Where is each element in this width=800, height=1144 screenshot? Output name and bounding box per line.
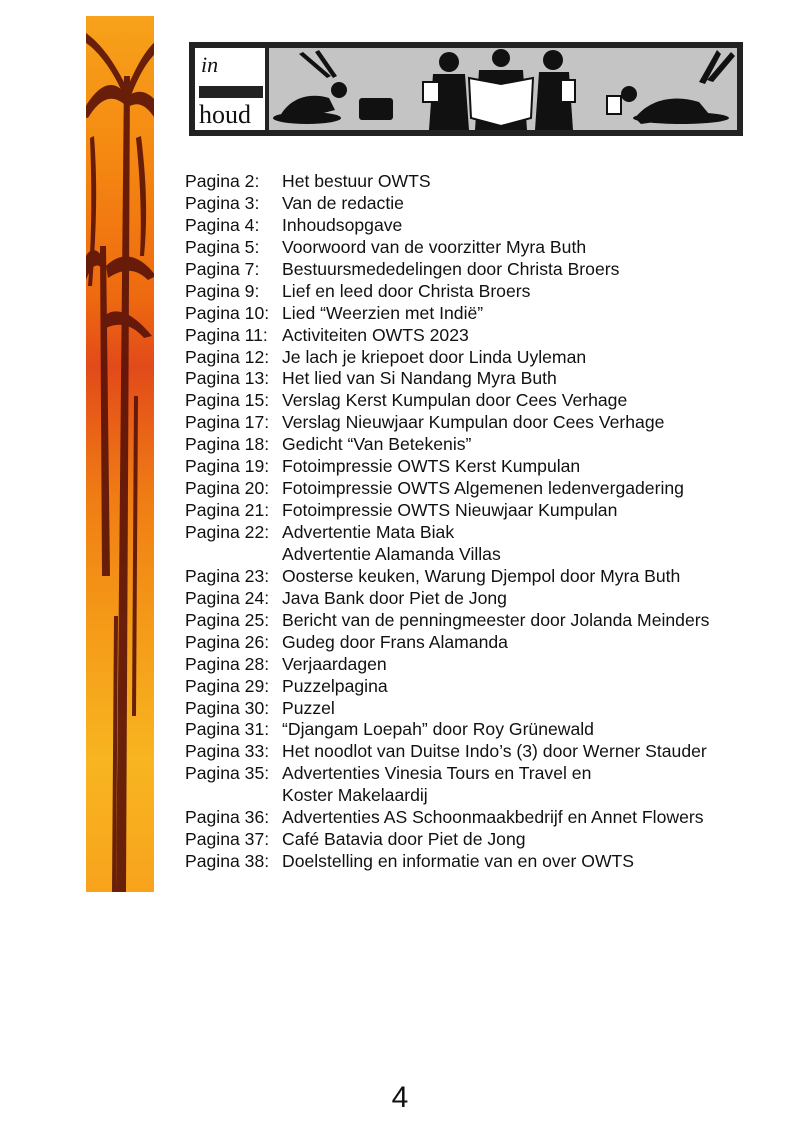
toc-entry [185,412,785,434]
toc-page-number: Pagina 36: [185,807,270,828]
toc-title: Oosterse keuken, Warung Djempol door Myra Buth [282,565,681,586]
toc-page-number: Pagina 3: [185,192,260,213]
toc-page-number: Pagina 31: [185,719,270,740]
toc-page-number: Pagina 9: [185,280,260,301]
toc-entry [185,829,785,851]
palm-silhouette-icon [86,16,154,892]
toc-title: Java Bank door Piet de Jong [282,587,507,608]
toc-page-number: Pagina 4: [185,214,260,235]
toc-entry [185,215,785,237]
toc-entry [185,347,785,369]
toc-entry [185,434,785,456]
toc-page-number: Pagina 5: [185,236,260,257]
banner-divider [199,86,263,98]
toc-page-number: Pagina 7: [185,258,260,279]
toc-page-number: Pagina 17: [185,412,270,433]
toc-page-number: Pagina 22: [185,522,270,542]
toc-page-number: Pagina 2: [185,171,260,191]
toc-page-number: Pagina 33: [185,741,270,762]
toc-title: Gudeg door Frans Alamanda [282,631,508,652]
toc-entry [185,632,785,654]
toc-page-number: Pagina 28: [185,653,270,674]
toc-entry [185,259,785,281]
toc-title: Verslag Kerst Kumpulan door Cees Verhage [282,390,628,411]
toc-title: Je lach je kriepoet door Linda Uyleman [282,346,587,367]
toc-title: Inhoudsopgave [282,214,403,235]
toc-entry [185,654,785,676]
readers-silhouette-icon [269,48,737,130]
toc-entry [185,741,785,763]
toc-entry [185,368,785,390]
toc-title: Puzzelpagina [282,675,388,696]
palm-tree-decoration [86,16,154,892]
toc-entry [185,500,785,522]
toc-title: Fotoimpressie OWTS Kerst Kumpulan [282,456,581,477]
toc-page-number: Pagina 12: [185,346,270,367]
toc-title: Advertentie Alamanda Villas [282,543,501,564]
toc-page-number: Pagina 26: [185,631,270,652]
toc-title: Het lied van Si Nandang Myra Buth [282,368,557,389]
toc-title: Lied “Weerzien met Indië” [282,302,484,323]
toc-entry [185,544,785,566]
toc-entry [185,281,785,303]
toc-page-number: Pagina 25: [185,609,270,630]
toc-entry [185,171,785,193]
toc-title: Van de redactie [282,192,404,213]
toc-entry [185,719,785,741]
table-of-contents [185,171,785,873]
page-number: 4 [391,1081,409,1114]
toc-title: Het bestuur OWTS [282,171,431,191]
toc-entry [185,522,785,544]
toc-title: Lief en leed door Christa Broers [282,280,531,301]
header-banner [189,42,743,136]
toc-title: Café Batavia door Piet de Jong [282,829,526,850]
toc-page-number: Pagina 23: [185,565,270,586]
toc-page-number: Pagina 30: [185,697,270,718]
toc-page-number: Pagina 35: [185,763,270,784]
toc-entry [185,325,785,347]
toc-title: Bestuursmededelingen door Christa Broers [282,258,620,279]
toc-page-number: Pagina 11: [185,324,268,345]
toc-title: Advertenties AS Schoonmaakbedrijf en Annet Flowers [282,807,704,828]
toc-entry [185,566,785,588]
toc-entry [185,303,785,325]
toc-page-number: Pagina 15: [185,390,270,411]
toc-entry [185,237,785,259]
toc-title: Verslag Nieuwjaar Kumpulan door Cees Verhage [282,412,665,433]
toc-page-number: Pagina 24: [185,587,270,608]
readers-illustration [269,48,737,130]
toc-entry [185,763,785,785]
toc-entry [185,390,785,412]
toc-title: Gedicht “Van Betekenis” [282,434,472,455]
toc-entry [185,698,785,720]
toc-title: Koster Makelaardij [282,785,428,806]
toc-page-number: Pagina 13: [185,368,270,389]
toc-page-number: Pagina 37: [185,829,270,850]
toc-title: Advertenties Vinesia Tours en Travel en [282,763,592,784]
toc-title: Advertentie Mata Biak [282,522,455,542]
banner-title-top: in [201,52,219,77]
toc-title: Fotoimpressie OWTS Algemenen ledenvergadering [282,478,684,499]
toc-title: Het noodlot van Duitse Indo’s (3) door Werner Stauder [282,741,707,762]
toc-page-number: Pagina 10: [185,302,270,323]
toc-entry [185,785,785,807]
toc-title: Activiteiten OWTS 2023 [282,324,469,345]
toc-page-number: Pagina 21: [185,500,270,521]
toc-entry [185,610,785,632]
toc-entry [185,456,785,478]
toc-entry [185,851,785,873]
toc-page-number: Pagina 18: [185,434,270,455]
toc-title: Verjaardagen [282,653,387,674]
toc-title: Bericht van de penningmeester door Jolanda Meinders [282,609,710,630]
toc-title: Puzzel [282,697,335,718]
toc-title: Doelstelling en informatie van en over OWTS [282,851,635,872]
toc-entry [185,676,785,698]
toc-entry [185,478,785,500]
toc-page-number: Pagina 20: [185,478,270,499]
toc-entry [185,193,785,215]
toc-page-number: Pagina 29: [185,675,270,696]
toc-page-number: Pagina 38: [185,851,270,872]
banner-title-box [195,48,265,130]
banner-title-bottom: houd [199,100,251,129]
toc-page-number: Pagina 19: [185,456,270,477]
toc-entry [185,588,785,610]
toc-entry [185,807,785,829]
toc-title: Fotoimpressie OWTS Nieuwjaar Kumpulan [282,500,618,521]
toc-title: Voorwoord van de voorzitter Myra Buth [282,236,587,257]
toc-title: “Djangam Loepah” door Roy Grünewald [282,719,594,740]
